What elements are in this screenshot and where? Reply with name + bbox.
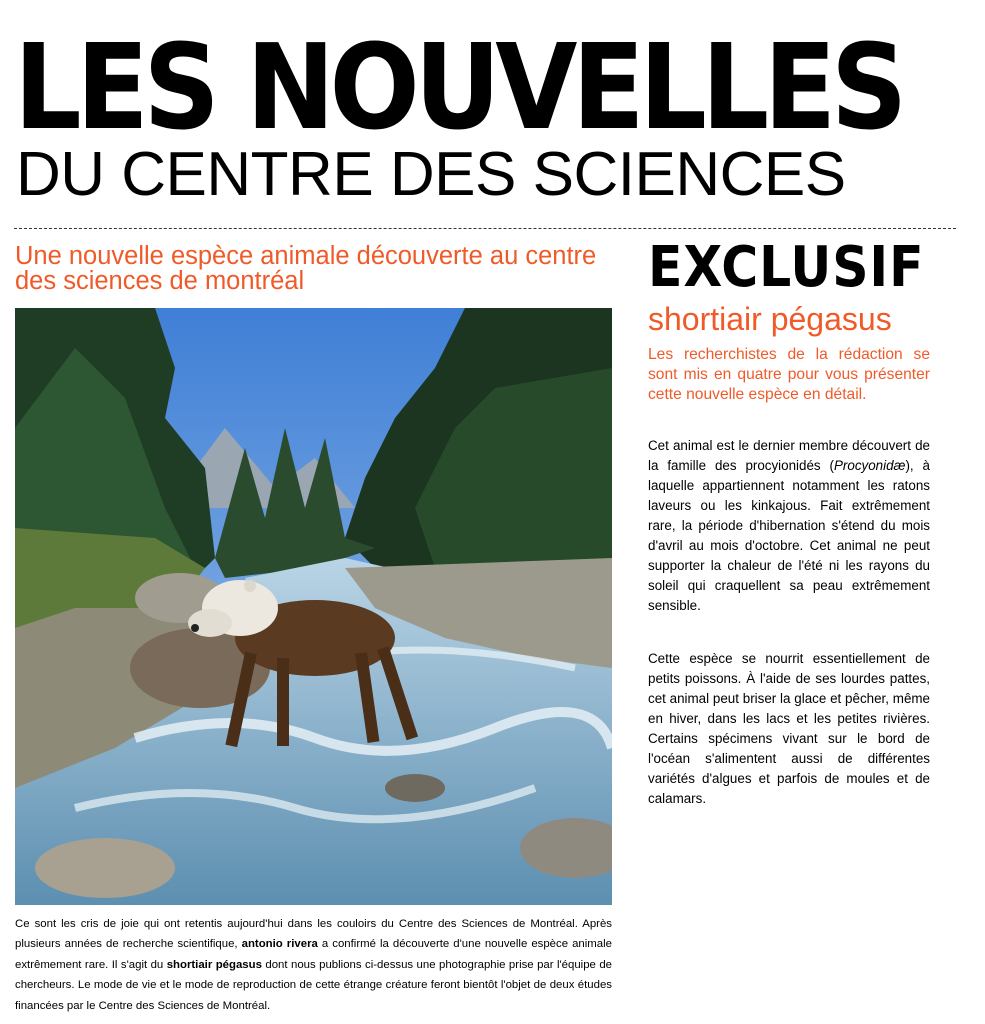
exclusive-label: EXCLUSIF — [648, 235, 925, 300]
article-headline: Une nouvelle espèce animale découverte au centre des sciences de montréal — [15, 242, 597, 295]
researcher-name: antonio rivera — [241, 938, 318, 951]
dashed-divider — [14, 228, 956, 229]
species-name: shortiair pégasus — [166, 958, 262, 971]
article-body: Ce sont les cris de joie qui ont retentis aujourd'hui dans les couloirs du Centre des Sciences de Montréal. Après plusieurs années de recherche scientifique, antonio rivera a confirmé la découverte d'une nouvelle espèce animale extrêmement rare. Il s'agit du shortiair pégasus dont nous publions ci-dessus une photographie prise par l'équipe de chercheurs. Le mode de vie et le mode de reproduction de cette étrange créature feront bientôt l'objet de deux études financées par le Centre des Sciences de Montréal. — [15, 918, 612, 1012]
masthead-subtitle: DU CENTRE DES SCIENCES — [16, 140, 846, 209]
latin-name: Procyonidæ — [834, 458, 906, 473]
sidebar-paragraph-1: Cet animal est le dernier membre découvert de la famille des procyionidés (Procyonidæ), à laquelle appartiennent notamment les ratons laveurs ou les kinkajous. Fait extrêmement rare, la période d'hibernation s'étend du mois d'avril au mois d'octobre. Cet animal ne peut supporter la chaleur de l'été ni les rayons du soleil qui craquellent sa peau extrêmement sensible. — [648, 438, 930, 613]
masthead-title: LES NOUVELLES — [14, 18, 902, 156]
article-photo — [15, 308, 612, 905]
sidebar-paragraph-2: Cette espèce se nourrit essentiellement de petits poissons. À l'aide de ses lourdes pattes, cet animal peut briser la glace et pêcher, même en hiver, dans les lacs et les petites rivières. Certains spécimens vivant sur le bord de l'océan s'alimentent aussi de différentes variétés d'algues et parfois de moules et de calamars. — [648, 651, 930, 806]
species-title: shortiair pégasus — [648, 301, 892, 337]
sidebar-intro: Les recherchistes de la rédaction se sont mis en quatre pour vous présenter cette nouvelle espèce en détail. — [648, 346, 930, 403]
